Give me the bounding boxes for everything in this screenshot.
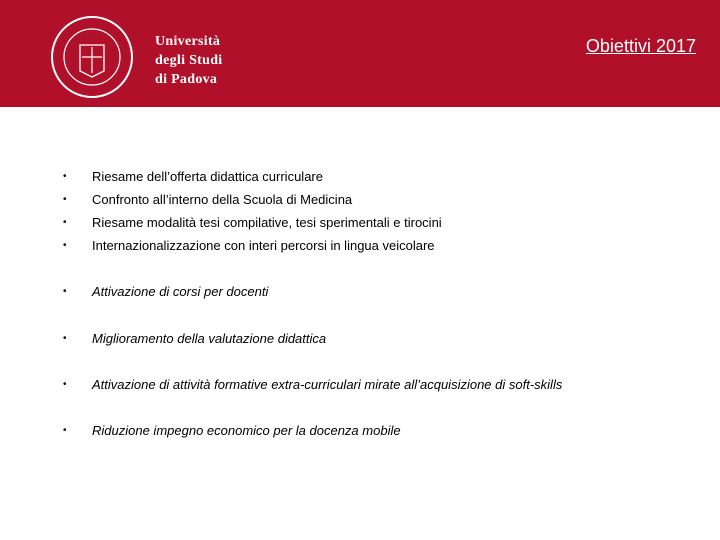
header-bar [0, 0, 720, 107]
university-name-line-3: di Padova [155, 72, 218, 87]
list-item-text: Riduzione impegno economico per la docenza mobile [92, 423, 401, 438]
bullet-marker: • [63, 194, 67, 205]
bullet-marker: • [63, 171, 67, 182]
list-item-text: Confronto all’interno della Scuola di Medicina [92, 192, 353, 207]
list-item-text: Miglioramento della valutazione didattica [92, 331, 327, 346]
list-item-text: Internazionalizzazione con interi percorsi in lingua veicolare [92, 238, 435, 253]
list-item-text: Riesame modalità tesi compilative, tesi sperimentali e tirocini [92, 215, 442, 230]
university-name [155, 32, 223, 89]
bullet-marker: • [63, 333, 67, 344]
slide-title: Obiettivi 2017 [585, 36, 696, 56]
list-item-text: Attivazione di attività formative extra-curriculari mirate all’acquisizione di soft-skills [92, 377, 563, 392]
bullet-marker: • [63, 286, 67, 297]
university-name-line-1: Università [155, 34, 221, 49]
university-seal-icon [50, 15, 134, 99]
list-item-text: Riesame dell’offerta didattica curriculare [92, 169, 323, 184]
bullet-marker: • [63, 425, 67, 436]
bullet-marker: • [63, 379, 67, 390]
bullet-marker: • [63, 217, 67, 228]
list-item-text: Attivazione di corsi per docenti [92, 284, 269, 299]
bullet-marker: • [63, 240, 67, 251]
university-name-line-2: degli Studi [155, 53, 223, 68]
